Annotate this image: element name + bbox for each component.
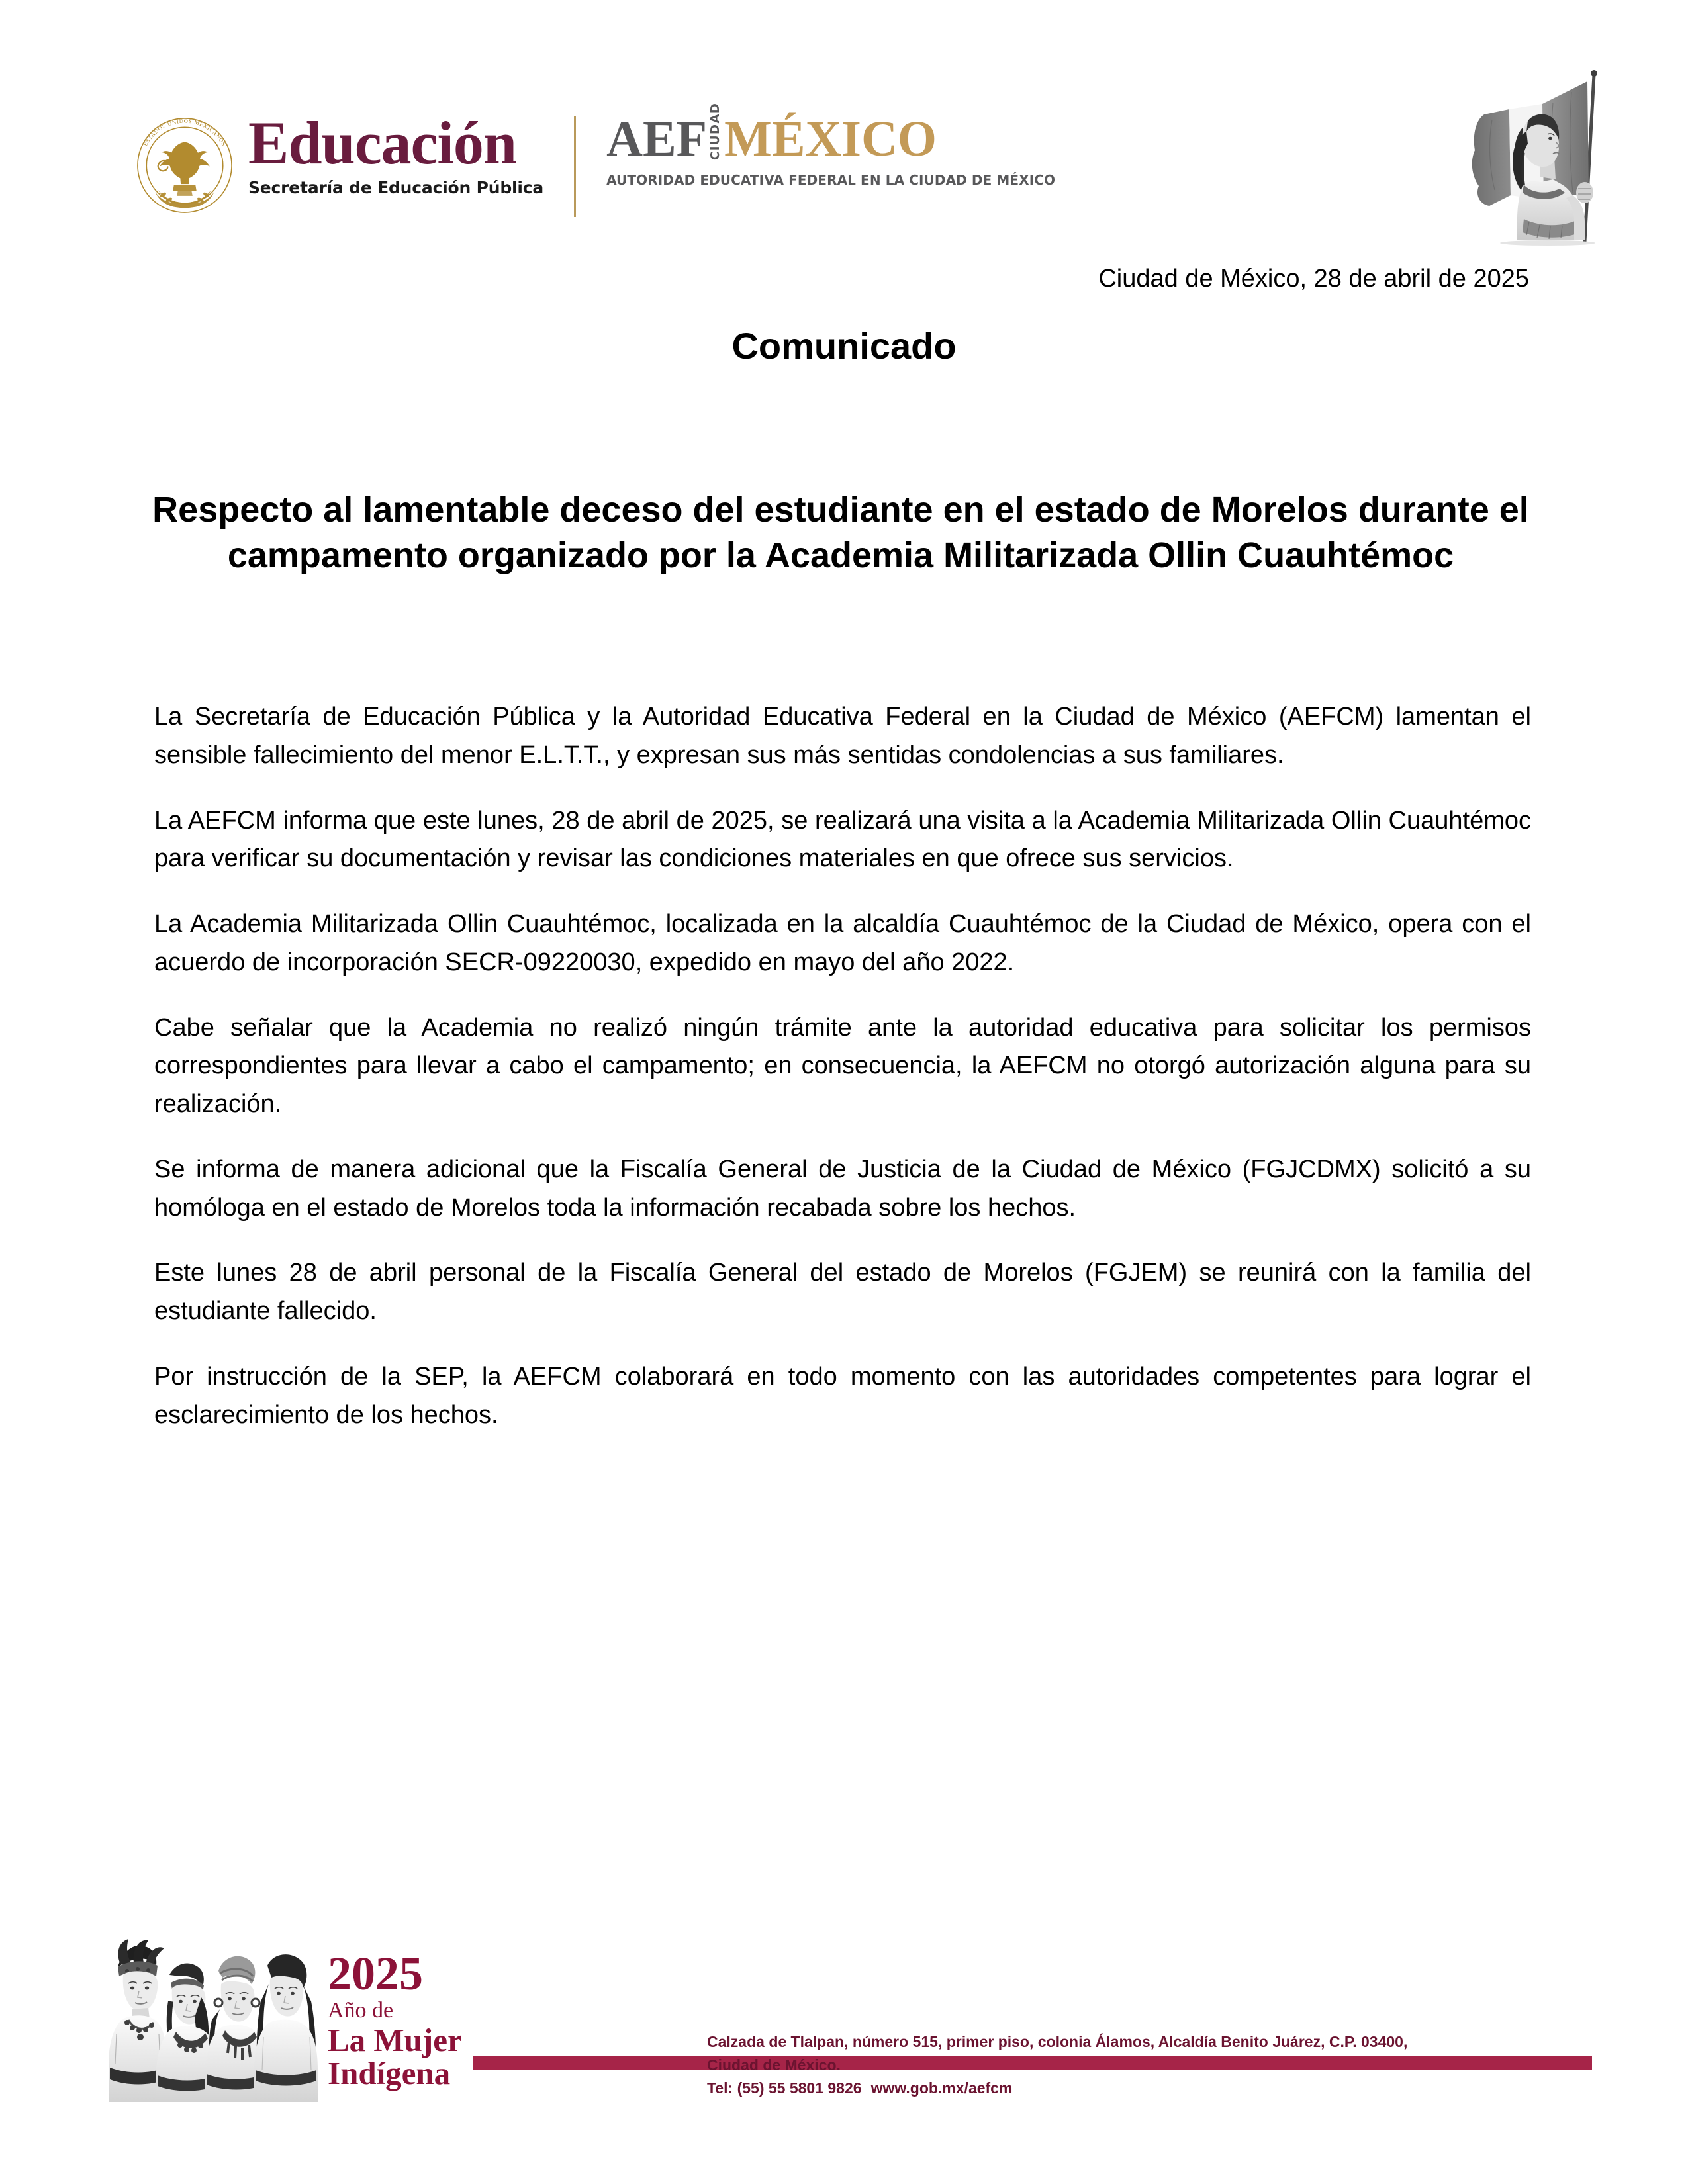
campaign-line-2: La Mujer xyxy=(328,2021,462,2058)
body-paragraph: Cabe señalar que la Academia no realizó ningún trámite ante la autoridad educativa para solicitar los permisos correspondientes para llevar a cabo el campamento; en consecuencia, la AEFCM no otorgó autorización alguna para su realización. xyxy=(154,1013,1531,1118)
document-body xyxy=(154,698,1531,1434)
address-line-2: Ciudad de México. xyxy=(707,2056,841,2073)
aef-mark: AEF xyxy=(606,111,708,167)
sep-wordmark: Educación xyxy=(248,109,517,177)
body-paragraph: Este lunes 28 de abril personal de la Fiscalía General del estado de Morelos (FGJEM) se reunirá con la familia del estudiante fallecido. xyxy=(154,1259,1531,1325)
year-campaign-text xyxy=(328,1947,462,2091)
body-paragraph: La Academia Militarizada Ollin Cuauhtémoc, localizada en la alcaldía Cuauhtémoc de la Ciudad de México, opera con el acuerdo de incorporación SECR-09220030, expedido en mayo del año 2022. xyxy=(154,910,1531,976)
document-header xyxy=(0,0,1688,278)
body-paragraph: Por instrucción de la SEP, la AEFCM colaborará en todo momento con las autoridades competentes para lograr el esclarecimiento de los hechos. xyxy=(154,1362,1531,1429)
year-campaign-logo xyxy=(106,1938,477,2103)
body-paragraph: La Secretaría de Educación Pública y la Autoridad Educativa Federal en la Ciudad de México (AEFCM) lamentan el sensible fallecimiento del menor E.L.T.T., y expresan sus más sentidas condolencias a sus familiares. xyxy=(154,703,1531,769)
page-title: Respecto al lamentable deceso del estudiante en el estado de Morelos durante el campamento organizado por la Academia Militarizada Ollin Cuauhtémoc xyxy=(152,490,1529,576)
mexican-coat-of-arms-icon xyxy=(136,116,234,214)
indigenous-women-illustration xyxy=(106,1938,321,2103)
footer-address-block xyxy=(707,2030,1594,2100)
footer-website-link[interactable]: www.gob.mx/aefcm xyxy=(870,2079,1013,2097)
sep-subtitle: Secretaría de Educación Pública xyxy=(248,178,544,198)
page-kicker: Comunicado xyxy=(731,325,957,367)
logo-divider xyxy=(574,116,576,217)
woman-with-mexican-flag-illustration xyxy=(1423,63,1605,251)
svg-text:ESTADOS UNIDOS MEXICANOS: ESTADOS UNIDOS MEXICANOS xyxy=(142,117,228,148)
body-paragraph: La AEFCM informa que este lunes, 28 de abril de 2025, se realizará una visita a la Academia Militarizada Ollin Cuauhtémoc para verificar su documentación y revisar las condiciones materiales en que ofrece sus servicios. xyxy=(154,806,1531,873)
institutional-logo-lockup xyxy=(136,102,1056,217)
aef-logo-group xyxy=(606,102,1056,188)
aef-ciudad-label: CIUDAD xyxy=(708,102,723,160)
campaign-line-3: Indígena xyxy=(328,2054,451,2091)
date-line: Ciudad de México, 28 de abril de 2025 xyxy=(1098,265,1529,293)
body-paragraph: Se informa de manera adicional que la Fiscalía General de Justicia de la Ciudad de México (FGJCDMX) solicitó a su homóloga en el estado de Morelos toda la información recabada sobre los hechos. xyxy=(154,1155,1531,1222)
footer-telephone: Tel: (55) 55 5801 9826 xyxy=(707,2079,862,2097)
aef-subtitle: AUTORIDAD EDUCATIVA FEDERAL EN LA CIUDAD DE MÉXICO xyxy=(606,172,1056,188)
campaign-year: 2025 xyxy=(328,1947,423,2001)
address-line-1: Calzada de Tlalpan, número 515, primer piso, colonia Álamos, Alcaldía Benito Juárez, C.P. 03400, xyxy=(707,2033,1408,2050)
campaign-anode-label: Año de xyxy=(328,1997,394,2023)
sep-wordmark-group xyxy=(248,109,544,198)
aef-mexico-mark: MÉXICO xyxy=(724,111,937,167)
